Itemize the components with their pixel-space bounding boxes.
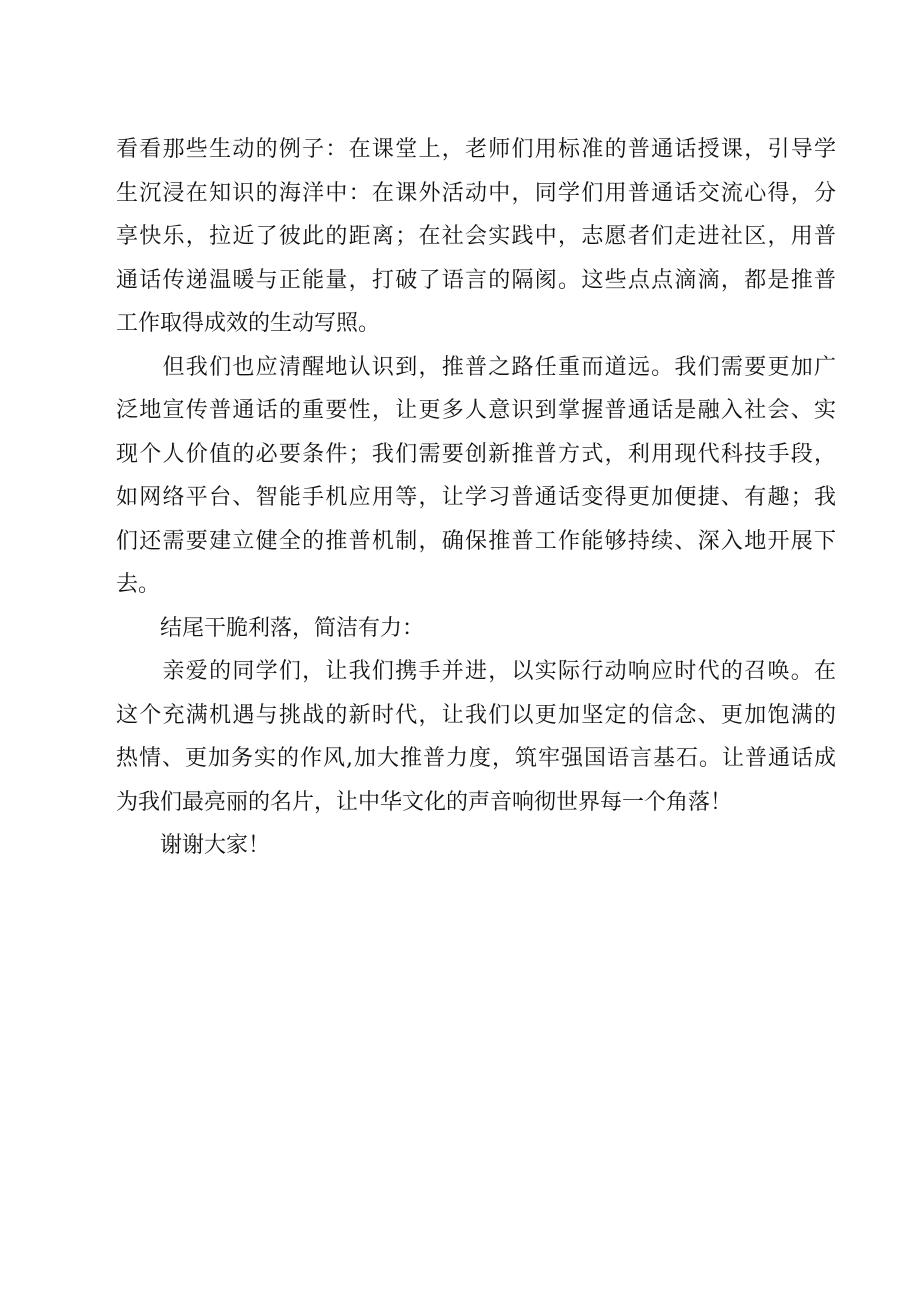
text-line: 现个人价值的必要条件；我们需要创新推普方式，利用现代科技手段，	[116, 441, 836, 467]
text-line: 亲爱的同学们，让我们携手并进，以实际行动响应时代的召唤。在	[116, 659, 836, 684]
text-line: 们还需要建立健全的推普机制，确保推普工作能够持续、深入地开展下	[116, 528, 836, 554]
text-line: 谢谢大家！	[116, 833, 271, 858]
text-line: 这个充满机遇与挑战的新时代，让我们以更加坚定的信念、更加饱满的	[116, 702, 836, 728]
text-line: 工作取得成效的生动写照。	[116, 311, 381, 336]
text-line: 享快乐，拉近了彼此的距离；在社会实践中，志愿者们走进社区，用普	[116, 224, 836, 249]
text-line: 生沉浸在知识的海洋中：在课外活动中，同学们用普通话交流心得，分	[116, 180, 836, 206]
text-line: 泛地宣传普通话的重要性，让更多人意识到掌握普通话是融入社会、实	[116, 398, 836, 423]
text-line: 结尾干脆利落，简洁有力：	[116, 615, 425, 641]
text-line: 热情、更加务实的作风,加大推普力度，筑牢强国语言基石。让普通话成	[116, 746, 836, 771]
text-line: 如网络平台、智能手机应用等，让学习普通话变得更加便捷、有趣；我	[116, 485, 836, 510]
text-line: 看看那些生动的例子：在课堂上，老师们用标准的普通话授课，引导学	[116, 137, 836, 162]
text-line: 通话传递温暖与正能量，打破了语言的隔阂。这些点点滴滴，都是推普	[116, 267, 836, 293]
text-line: 去。	[116, 572, 161, 597]
text-line: 但我们也应清醒地认识到，推普之路任重而道远。我们需要更加广	[116, 354, 836, 380]
text-line: 为我们最亮丽的名片，让中华文化的声音响彻世界每一个角落！	[116, 789, 733, 815]
document-body	[116, 128, 836, 868]
